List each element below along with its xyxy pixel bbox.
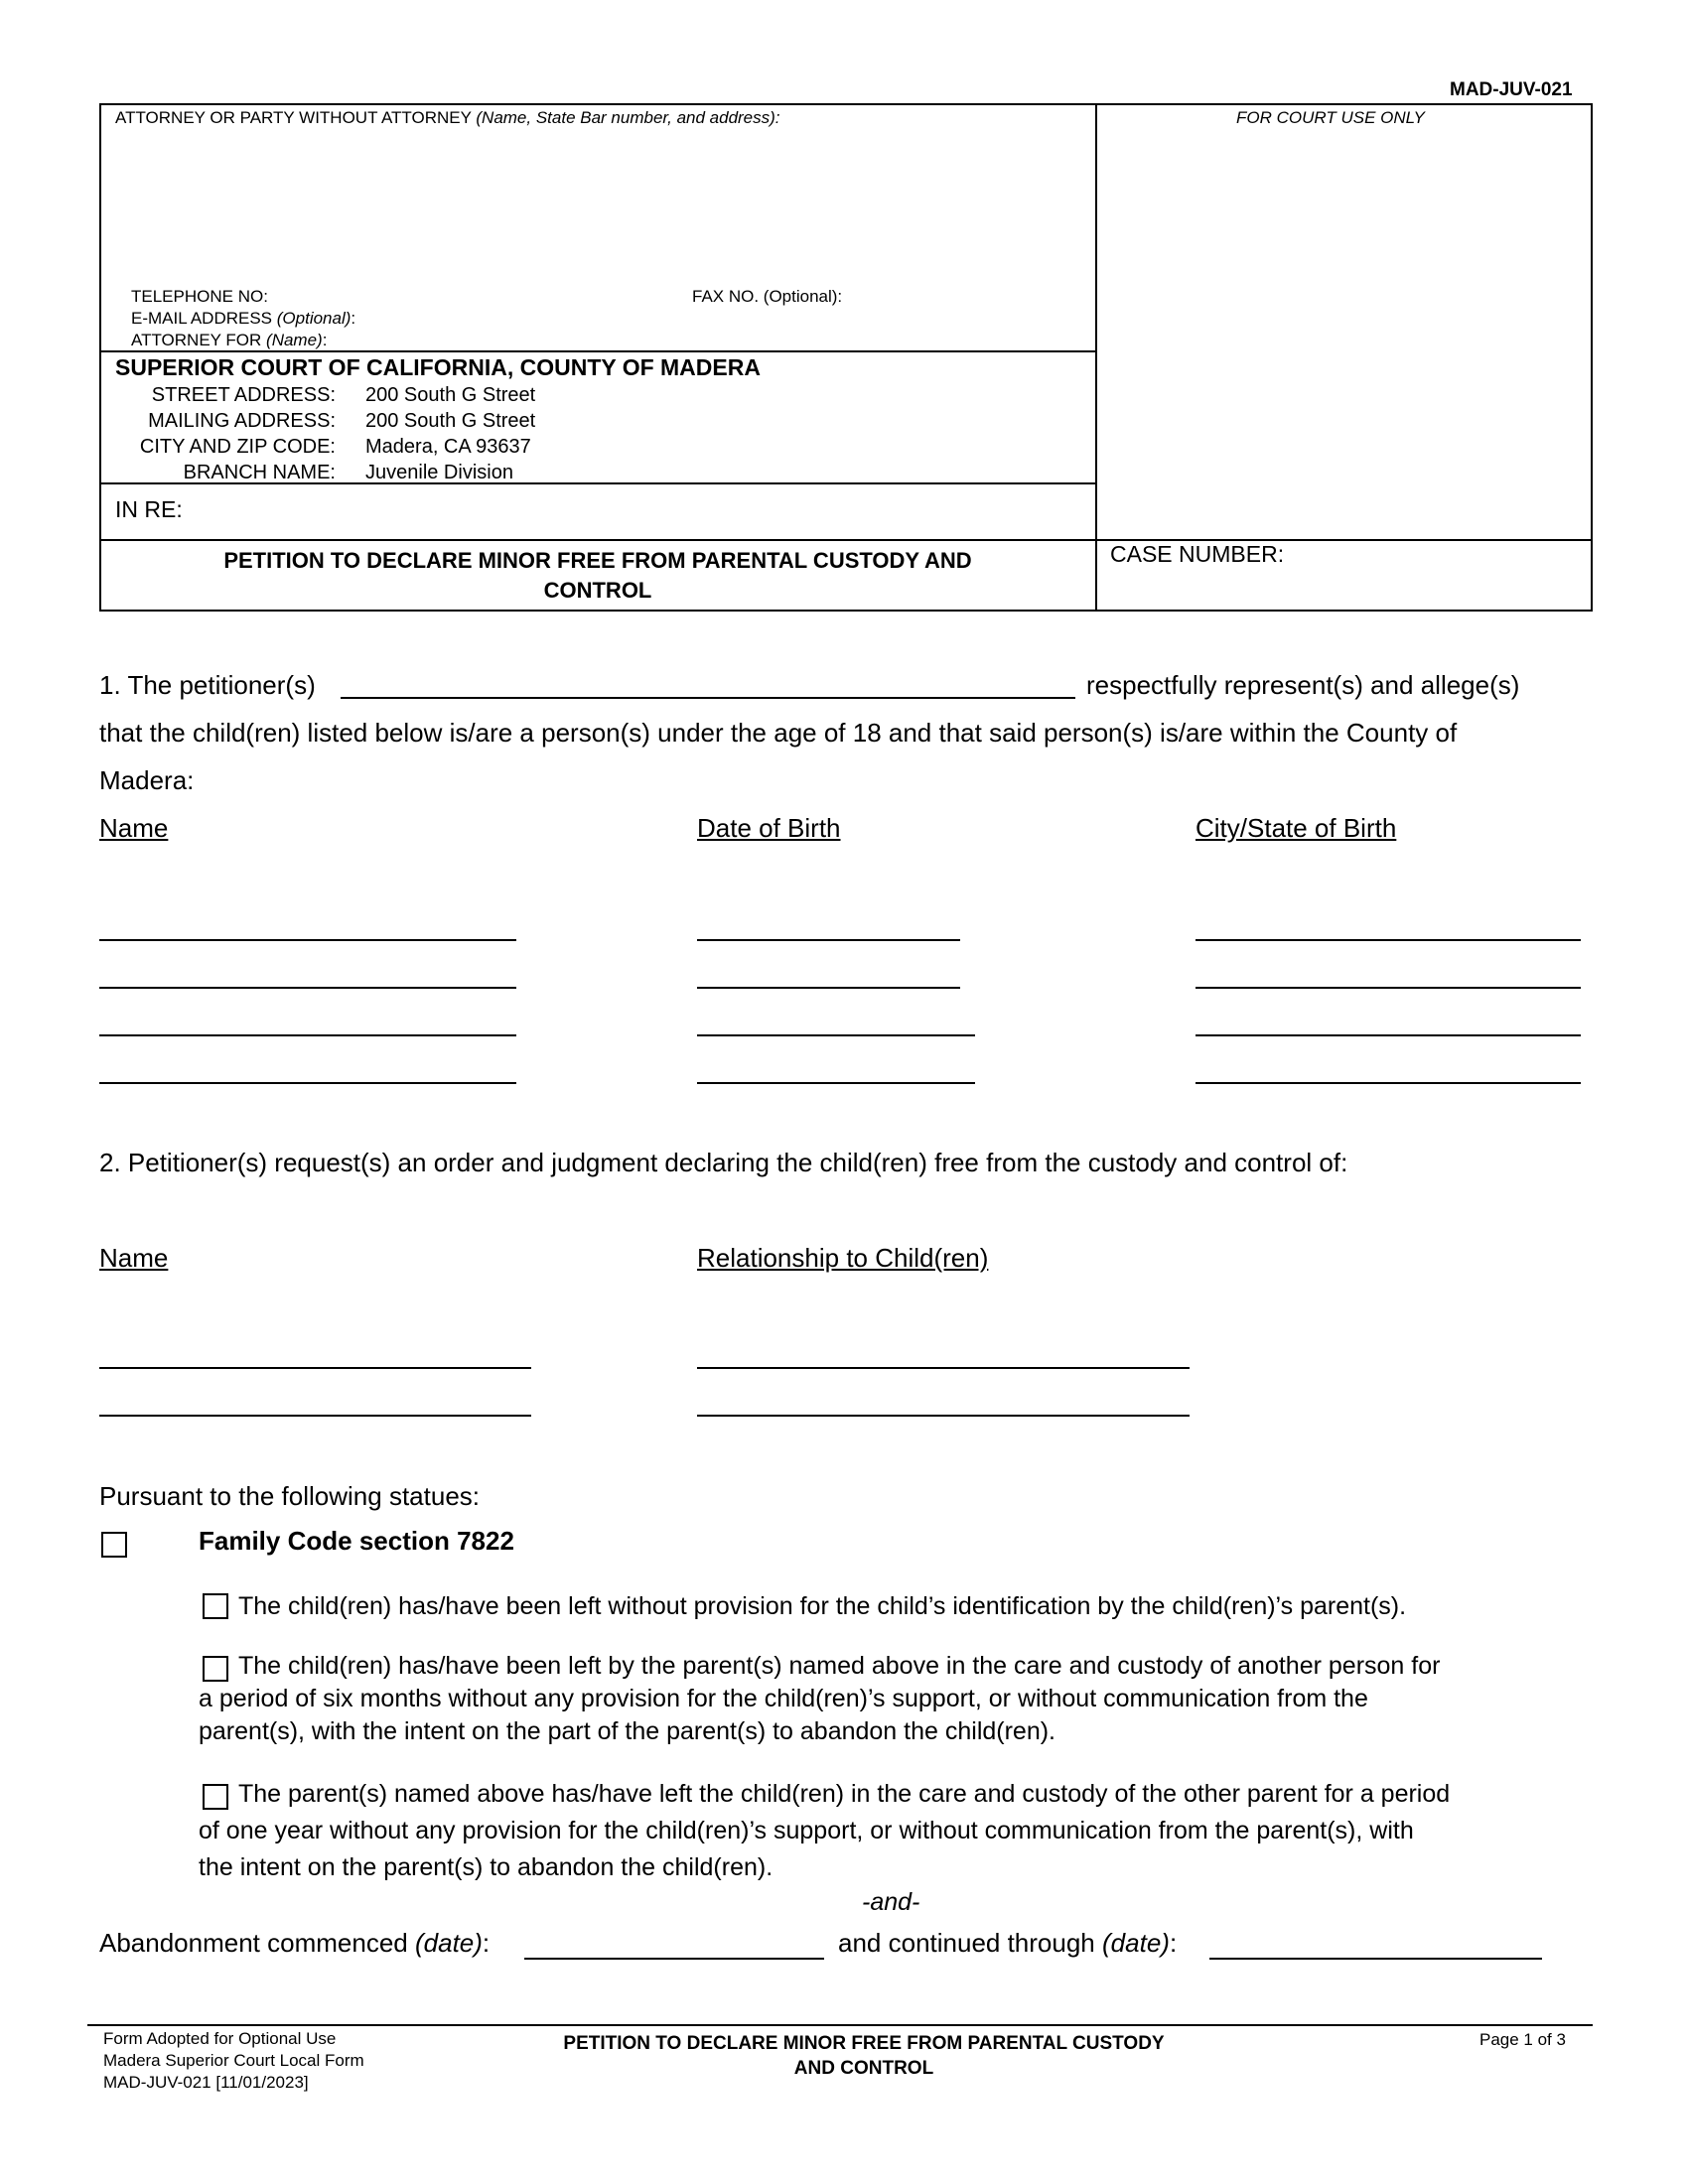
footer-left: Form Adopted for Optional Use Madera Superior Court Local Form MAD-JUV-021 [11/01/2023]	[103, 2029, 364, 2092]
court-use-label: FOR COURT USE ONLY	[1236, 108, 1425, 127]
option1-text: The child(ren) has/have been left without provision for the child’s identification by the child(ren)’s parent(s).	[238, 1592, 1407, 1620]
city-zip-value: Madera, CA 93637	[365, 436, 531, 458]
parent-relationship-field-1[interactable]	[697, 1367, 1190, 1369]
section2-header-relationship: Relationship to Child(ren)	[697, 1243, 989, 1273]
case-number-field[interactable]	[1110, 571, 1577, 605]
option1-checkbox[interactable]	[203, 1593, 228, 1619]
city-zip-label: CITY AND ZIP CODE:	[139, 436, 336, 458]
mailing-address-value: 200 South G Street	[365, 410, 536, 432]
abandonment-start-date-field[interactable]	[524, 1958, 824, 1960]
mailing-address-label: MAILING ADDRESS:	[148, 410, 336, 432]
option3-line3: the intent on the parent(s) to abandon the child(ren).	[199, 1853, 774, 1881]
caption-divider-title	[99, 539, 1593, 541]
abandonment-commenced-label: Abandonment commenced (date):	[99, 1928, 491, 1958]
section1-line2: that the child(ren) listed below is/are a person(s) under the age of 18 and that said person(s) is/are within the County of	[99, 718, 1458, 748]
option2-line1: The child(ren) has/have been left by the parent(s) named above in the care and custody of another person for	[238, 1652, 1441, 1680]
section2-header-name: Name	[99, 1243, 169, 1273]
continued-through-label: and continued through (date):	[838, 1928, 1178, 1958]
attorney-name-address-field[interactable]	[115, 131, 1078, 280]
caption-divider-vertical	[1095, 103, 1097, 612]
caption-title: PETITION TO DECLARE MINOR FREE FROM PARENTAL CUSTODY AND CONTROL	[223, 548, 972, 603]
family-code-7822-checkbox[interactable]	[101, 1532, 127, 1558]
section1-line3: Madera:	[99, 765, 195, 795]
abandonment-end-date-field[interactable]	[1209, 1958, 1542, 1960]
in-re-label: IN RE:	[115, 496, 183, 522]
section1-lead: 1. The petitioner(s)	[99, 670, 316, 700]
footer-rule	[87, 2024, 1593, 2026]
option2-line2: a period of six months without any provision for the child(ren)’s support, or without communication from the	[199, 1685, 1368, 1712]
column-header-city-state: City/State of Birth	[1196, 813, 1397, 843]
child-city-field-2[interactable]	[1196, 987, 1581, 989]
column-header-name: Name	[99, 813, 169, 843]
child-name-field-2[interactable]	[99, 987, 516, 989]
email-label: E-MAIL ADDRESS (Optional):	[131, 309, 356, 328]
family-code-heading: Family Code section 7822	[199, 1526, 514, 1556]
child-dob-field-2[interactable]	[697, 987, 960, 989]
fax-label: FAX NO. (Optional):	[692, 287, 843, 306]
court-name: SUPERIOR COURT OF CALIFORNIA, COUNTY OF MADERA	[115, 354, 761, 380]
section2-text: 2. Petitioner(s) request(s) an order and judgment declaring the child(ren) free from the custody and control of:	[99, 1148, 1348, 1177]
child-name-field-1[interactable]	[99, 939, 516, 941]
petitioner-name-field[interactable]	[341, 697, 1075, 699]
attorney-label: ATTORNEY OR PARTY WITHOUT ATTORNEY (Name, State Bar number, and address):	[115, 108, 780, 127]
street-address-label: STREET ADDRESS:	[151, 384, 336, 406]
child-dob-field-1[interactable]	[697, 939, 960, 941]
case-number-label: CASE NUMBER:	[1110, 541, 1285, 567]
telephone-label: TELEPHONE NO:	[131, 287, 268, 306]
option2-line3: parent(s), with the intent on the part of the parent(s) to abandon the child(ren).	[199, 1717, 1056, 1745]
footer-title: PETITION TO DECLARE MINOR FREE FROM PARENTAL CUSTODY AND CONTROL	[563, 2033, 1165, 2079]
child-city-field-4[interactable]	[1196, 1082, 1581, 1084]
section1-tail: respectfully represent(s) and allege(s)	[1086, 670, 1520, 700]
street-address-value: 200 South G Street	[365, 384, 536, 406]
parent-name-field-2[interactable]	[99, 1415, 531, 1417]
option3-line1: The parent(s) named above has/have left the child(ren) in the care and custody of the other parent for a period	[238, 1780, 1451, 1808]
child-dob-field-4[interactable]	[697, 1082, 975, 1084]
attorney-for-label: ATTORNEY FOR (Name):	[131, 331, 328, 349]
parent-name-field-1[interactable]	[99, 1367, 531, 1369]
child-city-field-3[interactable]	[1196, 1034, 1581, 1036]
form-id: MAD-JUV-021	[1450, 79, 1573, 100]
and-separator: -and-	[862, 1888, 920, 1916]
option3-checkbox[interactable]	[203, 1784, 228, 1810]
option2-checkbox[interactable]	[203, 1656, 228, 1682]
branch-name-label: BRANCH NAME:	[183, 462, 336, 483]
statutes-intro: Pursuant to the following statues:	[99, 1481, 481, 1511]
option3-line2: of one year without any provision for the child(ren)’s support, or without communication from the parent(s), with	[199, 1817, 1414, 1844]
child-dob-field-3[interactable]	[697, 1034, 975, 1036]
page-number: Page 1 of 3	[1479, 2030, 1566, 2049]
child-name-field-3[interactable]	[99, 1034, 516, 1036]
parent-relationship-field-2[interactable]	[697, 1415, 1190, 1417]
branch-name-value: Juvenile Division	[365, 462, 513, 483]
child-city-field-1[interactable]	[1196, 939, 1581, 941]
column-header-date-of-birth: Date of Birth	[697, 813, 841, 843]
child-name-field-4[interactable]	[99, 1082, 516, 1084]
